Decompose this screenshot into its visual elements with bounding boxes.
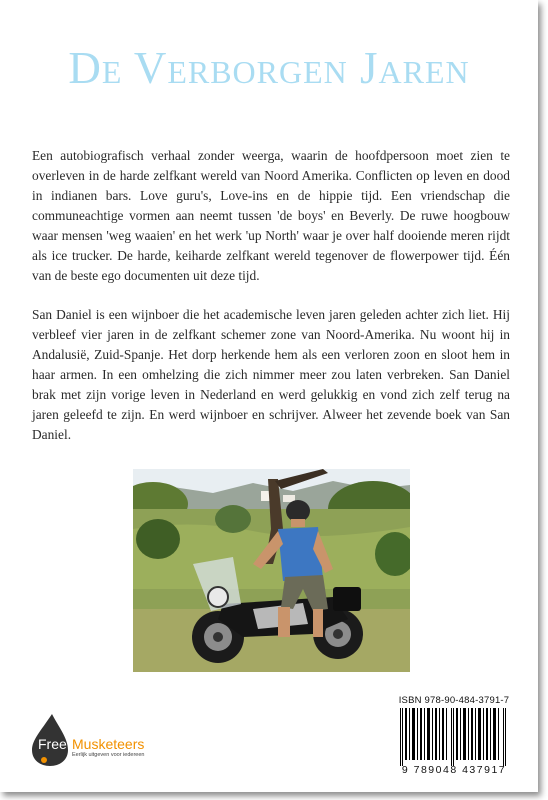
isbn-label: ISBN 978-90-484-3791-7 bbox=[398, 695, 510, 706]
author-bio-paragraph: San Daniel is een wijnboer die het academische leven jaren geleden achter zich liet. Hij verbleef vier jaren in de zelfkant schemer zone van Noord-Amerika. Nu woont hij in Andalusië, Zuid-Spanje. Het dorp herkende hem als een verloren zoon en sloot hem in haar armen. In een omhelzing die zich nimmer meer zou laten verbreken. San Daniel brak met zijn vorige leven in Nederland en werd gelukkig en vond zich zelf terug na jaren geleefd te zijn. En werd wijnboer en schrijver. Alweer het zevende boek van San Daniel. bbox=[32, 307, 510, 442]
author-motorcycle-photo bbox=[133, 469, 410, 672]
book-title: De Verborgen Jaren bbox=[68, 43, 470, 93]
publisher-logo bbox=[30, 712, 180, 767]
publisher-name-musketeers: Musketeers bbox=[72, 736, 145, 752]
isbn-barcode-box bbox=[388, 694, 520, 786]
publisher-tagline: Eerlijk uitgeven voor iedereen bbox=[72, 752, 145, 758]
barcode-number: 9 789048 437917 bbox=[401, 764, 507, 776]
synopsis-paragraph: Een autobiografisch verhaal zonder weerga, waarin de hoofdpersoon moet zien te overleven in de harde zelfkant wereld van Noord Amerika. Conflicten op leven en dood in indianen bars. Love guru's, Love-ins en de hippie tijd. Een vriendschap die communeachtige vormen aan neemt tussen 'de boys' en Beverly. De ruwe hoogbouw waar mensen 'weg waaien' en het werk 'up North' waar je over half dooiende meren rijdt als ice trucker. De harde, keiharde zelfkant wereld tegenover de flowerpower tijd. Één van de beste ego documenten uit deze tijd. bbox=[32, 148, 510, 283]
publisher-name-free: Free bbox=[38, 736, 67, 752]
barcode-icon bbox=[398, 708, 510, 766]
